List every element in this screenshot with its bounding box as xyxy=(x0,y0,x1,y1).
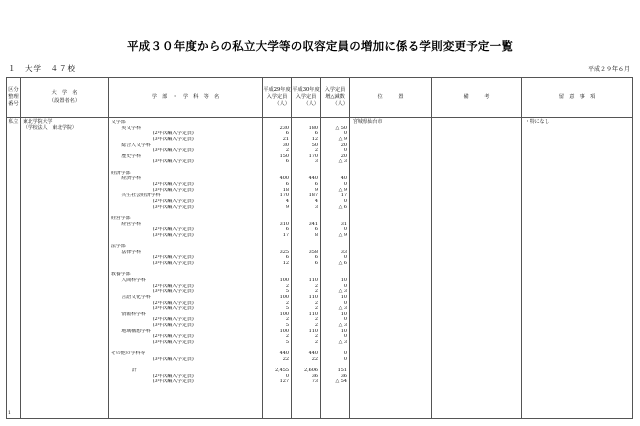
document-title: 平成３０年度からの私立大学等の収容定員の増加に係る学則変更予定一覧 xyxy=(126,39,514,53)
capacity-2018-value: 2 xyxy=(314,339,318,345)
ichi-cell xyxy=(350,118,432,419)
capacity-2018-value: 3 xyxy=(314,204,318,210)
department-line: 情報科学科 xyxy=(121,311,146,317)
header-daigaku-line: 大 学 名 xyxy=(51,90,78,97)
capacity-2017-value: 127 xyxy=(279,379,289,385)
capacity-2018-value: 110 xyxy=(308,328,318,334)
capacity-change-value: 31 xyxy=(340,221,347,227)
capacity-2017-value: 6 xyxy=(285,255,289,261)
capacity-2017-value: 6 xyxy=(285,159,289,165)
capacity-2018-value: 2 xyxy=(314,289,318,295)
capacity-change-value: 20 xyxy=(340,142,347,148)
capacity-change-value: 0 xyxy=(343,131,347,137)
department-line: 英文学科 xyxy=(121,125,141,131)
header-kubun-line: 区分 xyxy=(8,86,19,93)
department-line: (3年次編入学定員) xyxy=(152,148,194,154)
capacity-change-value: △ 6 xyxy=(338,261,347,267)
unit-label: （人） xyxy=(274,101,290,107)
department-line: (2年次編入学定員) xyxy=(152,334,194,340)
capacity-2018-value: 358 xyxy=(308,249,318,255)
capacity-2018-value: 440 xyxy=(308,176,318,182)
department-line: 共生社会経済学科 xyxy=(121,193,161,199)
department-line: 法学部 xyxy=(111,244,126,250)
header-kubun-line: 整理 xyxy=(8,93,19,100)
capacity-2017-value: 230 xyxy=(279,125,289,131)
capacity-2017-value: 9 xyxy=(285,204,289,210)
capacity-2017-value: 2 xyxy=(285,300,289,306)
curriculum-change-table xyxy=(6,77,633,419)
department-line: (3年次編入学定員) xyxy=(152,306,194,312)
capacity-2018-value: 22 xyxy=(311,356,318,362)
capacity-2017-value: 18 xyxy=(282,187,289,193)
department-line: 教養学部 xyxy=(111,272,131,278)
department-line: 経済学部 xyxy=(111,170,131,176)
department-line: 総合人文学科 xyxy=(121,142,151,148)
department-line: 人間科学科 xyxy=(121,277,146,283)
page-number: 1 xyxy=(8,411,11,417)
capacity-change-value: 0 xyxy=(343,334,347,340)
capacity-2018-value: 4 xyxy=(314,198,318,204)
capacity-change-value: 0 xyxy=(343,182,347,188)
capacity-change-value: 0 xyxy=(343,198,347,204)
department-line: 文学部 xyxy=(111,120,126,125)
notes-value: ・特になし xyxy=(525,119,550,125)
capacity-change-value: 0 xyxy=(343,283,347,289)
department-line: (2年次編入学定員) xyxy=(152,283,194,289)
capacity-2018-value: 180 xyxy=(308,125,318,131)
capacity-2017-value: 17 xyxy=(282,232,289,238)
capacity-2018-value: 6 xyxy=(314,182,318,188)
zogen-cell xyxy=(321,118,350,419)
biko-cell xyxy=(432,118,522,419)
capacity-2018-value: 3 xyxy=(314,159,318,165)
capacity-change-value: △ 9 xyxy=(338,136,347,142)
department-line: 計 xyxy=(131,368,137,374)
section-heading: １ 大学 ４７校 xyxy=(8,64,76,73)
department-line: (2年次編入学定員) xyxy=(152,227,194,233)
capacity-2017-value: 310 xyxy=(279,221,289,227)
daigaku-cell xyxy=(21,118,109,419)
department-line: (2年次編入学定員) xyxy=(152,373,194,379)
department-line: (2年次編入学定員) xyxy=(152,317,194,323)
department-line: (2年次編入学定員) xyxy=(152,300,194,306)
capacity-2018-value: 2,606 xyxy=(303,368,318,374)
header-zogen-line: 入学定員 xyxy=(324,86,346,93)
capacity-2018-value: 36 xyxy=(311,373,318,379)
header-ryui: 留 意 事 項 xyxy=(522,78,633,118)
department-line: (3年次編入学定員) xyxy=(152,159,194,165)
department-line: (2年次編入学定員) xyxy=(152,255,194,261)
capacity-2018-value: 2 xyxy=(314,283,318,289)
header-teiin30-line: 平成30年度 xyxy=(292,86,320,93)
department-line: (3年次編入学定員) xyxy=(152,339,194,345)
capacity-change-value: 10 xyxy=(340,328,347,334)
capacity-change-value: 20 xyxy=(340,153,347,159)
capacity-change-value: 0 xyxy=(343,356,347,362)
capacity-2017-value: 2 xyxy=(285,283,289,289)
department-line: その他の学科等 xyxy=(111,351,146,357)
capacity-2017-value: 6 xyxy=(285,182,289,188)
department-line: 地域構想学科 xyxy=(121,328,151,334)
capacity-2017-value: 2 xyxy=(285,148,289,154)
capacity-2017-value: 0 xyxy=(285,373,289,379)
capacity-2018-value: 341 xyxy=(308,221,318,227)
capacity-2018-value: 2 xyxy=(314,300,318,306)
capacity-2017-value: 150 xyxy=(279,153,289,159)
capacity-change-value: 0 xyxy=(343,351,347,357)
unit-label: （人） xyxy=(332,101,348,107)
university-name: 東北学院大学 xyxy=(23,119,53,125)
capacity-2018-value: 110 xyxy=(308,294,318,300)
capacity-change-value: △ 3 xyxy=(338,339,347,345)
capacity-change-value: 0 xyxy=(343,148,347,154)
department-line: (2年次編入学定員) xyxy=(152,131,194,137)
header-zogen xyxy=(321,78,350,118)
capacity-2017-value: 2,455 xyxy=(274,368,289,374)
department-line: (3年次編入学定員) xyxy=(152,261,194,267)
department-line: (3年次編入学定員) xyxy=(152,379,194,385)
department-line: 言語文化学科 xyxy=(121,294,151,300)
department-line: 経営学部 xyxy=(111,215,131,221)
department-line: (3年次編入学定員) xyxy=(152,356,194,362)
header-teiin30-line: 入学定員 xyxy=(295,93,317,100)
capacity-change-value: 17 xyxy=(340,193,347,199)
capacity-2017-value: 6 xyxy=(285,227,289,233)
capacity-2017-value: 170 xyxy=(279,193,289,199)
capacity-change-value: 0 xyxy=(343,300,347,306)
header-teiin29-line: 入学定員 xyxy=(266,93,288,100)
capacity-2018-value: 2 xyxy=(314,306,318,312)
capacity-2017-value: 100 xyxy=(279,294,289,300)
kubun-value: 私立 xyxy=(8,119,19,125)
capacity-change-value: △ 9 xyxy=(338,232,347,238)
capacity-2018-value: 50 xyxy=(311,142,318,148)
capacity-change-value: 0 xyxy=(343,255,347,261)
ryui-cell xyxy=(522,118,633,419)
capacity-2017-value: 400 xyxy=(279,176,289,182)
location-value: 宮城県仙台市 xyxy=(353,119,383,125)
capacity-2018-value: 6 xyxy=(314,255,318,261)
capacity-2017-value: 30 xyxy=(282,142,289,148)
capacity-2018-value: 440 xyxy=(308,351,318,357)
capacity-change-value: 151 xyxy=(337,368,347,374)
department-line: (3年次編入学定員) xyxy=(152,232,194,238)
capacity-2018-value: 110 xyxy=(308,277,318,283)
header-teiin29-line: 平成29年度 xyxy=(263,86,291,93)
capacity-change-value: △ 50 xyxy=(335,125,347,131)
table-row xyxy=(7,118,633,419)
capacity-2018-value: 187 xyxy=(308,193,318,199)
department-line: (3年次編入学定員) xyxy=(152,289,194,295)
capacity-2018-value: 8 xyxy=(314,232,318,238)
table-header-row xyxy=(7,78,633,118)
department-line: 経営学科 xyxy=(121,221,141,227)
capacity-change-value: 0 xyxy=(343,227,347,233)
capacity-2017-value: 22 xyxy=(282,356,289,362)
capacity-2018-value: 6 xyxy=(314,261,318,267)
capacity-change-value: 10 xyxy=(340,311,347,317)
capacity-2018-value: 2 xyxy=(314,148,318,154)
capacity-change-value: 10 xyxy=(340,277,347,283)
header-gakubu: 学 部 ・ 学 科 等 名 xyxy=(109,78,263,118)
department-line: (2年次編入学定員) xyxy=(152,182,194,188)
department-line: (3年次編入学定員) xyxy=(152,136,194,142)
header-zogen-line: 増△減数 xyxy=(325,93,345,100)
capacity-2018-value: 9 xyxy=(314,187,318,193)
department-line: 歴史学科 xyxy=(121,153,141,159)
capacity-2017-value: 325 xyxy=(279,249,289,255)
department-line: (3年次編入学定員) xyxy=(152,204,194,210)
capacity-2017-value: 5 xyxy=(285,306,289,312)
department-line: (2年次編入学定員) xyxy=(152,198,194,204)
department-line: 経済学科 xyxy=(121,176,141,182)
capacity-2018-value: 6 xyxy=(314,131,318,137)
capacity-change-value: △ 3 xyxy=(338,323,347,329)
header-biko: 備 考 xyxy=(432,78,522,118)
department-line: (3年次編入学定員) xyxy=(152,187,194,193)
kubun-cell xyxy=(7,118,21,419)
gakubu-cell xyxy=(109,118,263,419)
capacity-2017-value: 5 xyxy=(285,339,289,345)
capacity-change-value: △ 9 xyxy=(338,187,347,193)
teiin29-cell xyxy=(263,118,292,419)
capacity-change-value: 36 xyxy=(340,373,347,379)
capacity-2018-value: 12 xyxy=(311,136,318,142)
capacity-2017-value: 4 xyxy=(285,198,289,204)
capacity-2018-value: 6 xyxy=(314,227,318,233)
capacity-2017-value: 5 xyxy=(285,323,289,329)
capacity-2018-value: 2 xyxy=(314,317,318,323)
capacity-change-value: △ 3 xyxy=(338,289,347,295)
capacity-2017-value: 100 xyxy=(279,277,289,283)
capacity-2018-value: 110 xyxy=(308,311,318,317)
capacity-2017-value: 2 xyxy=(285,317,289,323)
header-daigaku-line: （設置者名） xyxy=(48,97,81,104)
capacity-2018-value: 2 xyxy=(314,334,318,340)
capacity-2017-value: 100 xyxy=(279,311,289,317)
capacity-2018-value: 2 xyxy=(314,323,318,329)
capacity-2017-value: 6 xyxy=(285,131,289,137)
document-date: 平成２９年６月 xyxy=(587,66,630,73)
university-founder: （学校法人 東北学院） xyxy=(23,124,77,131)
capacity-change-value: △ 54 xyxy=(335,379,347,385)
capacity-2017-value: 2 xyxy=(285,334,289,340)
capacity-change-value: 0 xyxy=(343,317,347,323)
capacity-2017-value: 440 xyxy=(279,351,289,357)
header-ichi: 位 置 xyxy=(350,78,432,118)
header-teiin29 xyxy=(263,78,292,118)
unit-label: （人） xyxy=(303,101,319,107)
capacity-2018-value: 170 xyxy=(308,153,318,159)
capacity-2017-value: 100 xyxy=(279,328,289,334)
capacity-change-value: △ 3 xyxy=(338,306,347,312)
header-teiin30 xyxy=(292,78,321,118)
teiin30-cell xyxy=(292,118,321,419)
department-line: 法律学科 xyxy=(121,249,141,255)
capacity-change-value: 10 xyxy=(340,294,347,300)
header-kubun xyxy=(7,78,21,118)
capacity-change-value: △ 3 xyxy=(338,159,347,165)
capacity-change-value: 33 xyxy=(340,249,347,255)
capacity-2018-value: 73 xyxy=(311,379,318,385)
capacity-2017-value: 5 xyxy=(285,289,289,295)
capacity-2017-value: 21 xyxy=(282,136,289,142)
capacity-change-value: △ 6 xyxy=(338,204,347,210)
capacity-2017-value: 12 xyxy=(282,261,289,267)
department-line: (3年次編入学定員) xyxy=(152,323,194,329)
capacity-change-value: 40 xyxy=(340,176,347,182)
header-kubun-line: 番号 xyxy=(8,101,19,107)
header-daigaku xyxy=(21,78,109,118)
